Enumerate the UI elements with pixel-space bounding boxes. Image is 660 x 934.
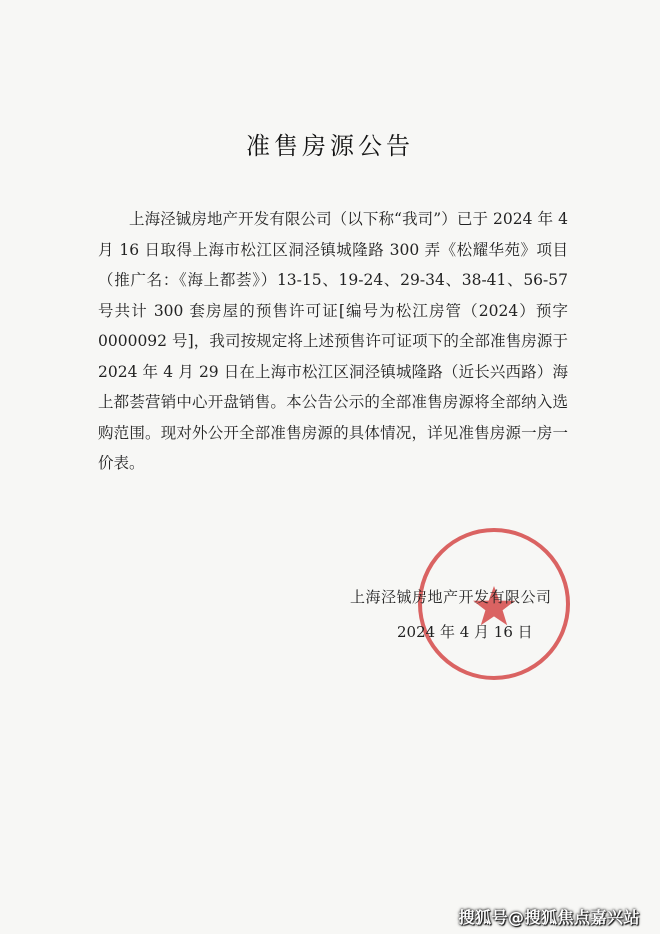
document-body [98,204,568,479]
announcement-paragraph: 上海泾铖房地产开发有限公司（以下称“我司”）已于 2024 年 4 月 16 日取得上海市松江区洞泾镇城隆路 300 弄《松耀华苑》项目（推广名：《海上都荟》）13-15、19-24、29-34、38-41、56-57 号共计 300 套房屋的预售许可证[编号为松江房管（2024）预字 0000092 号]，我司按规定将上述预售许可证项下的全部准售房源于 2024 年 4 月 29 日在上海市松江区洞泾镇城隆路（近长兴西路）海上都荟营销中心开盘销售。本公告公示的全部准售房源将全部纳入选购范围。现对外公开全部准售房源的具体情况，详见准售房源一房一价表。 [98,210,568,472]
watermark: 搜狐号@搜狐焦点嘉兴站 [458,908,640,927]
signature-date: 2024 年 4 月 16 日 [397,623,533,641]
signature-company: 上海泾铖房地产开发有限公司 [350,588,552,606]
document-title: 准售房源公告 [246,132,414,160]
